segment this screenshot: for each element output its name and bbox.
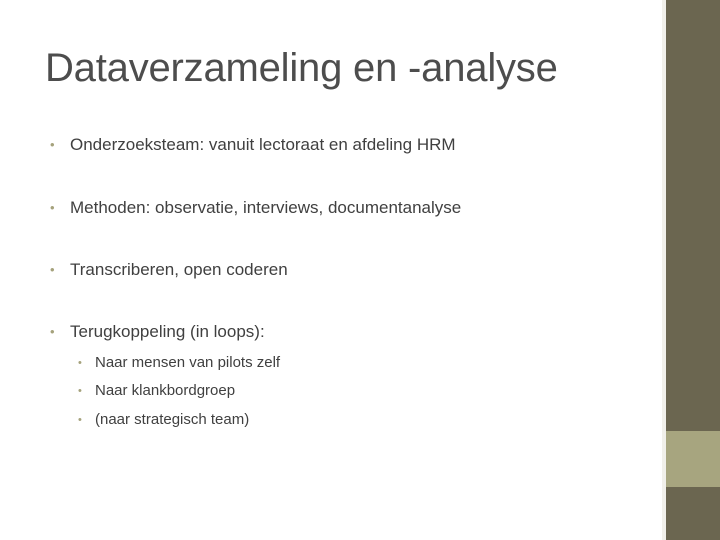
bullet-item (50, 259, 288, 281)
sub-bullet-text: Naar mensen van pilots zelf (95, 354, 281, 371)
bullet-item (50, 321, 265, 343)
bullet-text: Onderzoeksteam: vanuit lectoraat en afdeling HRM (70, 135, 456, 154)
sub-bullet-dot-icon: • (78, 357, 82, 369)
bullet-text: Terugkoppeling (in loops): (70, 322, 265, 341)
sub-bullet-item (78, 381, 235, 401)
bullet-text: Transcriberen, open coderen (70, 260, 288, 279)
bullet-dot-icon: • (50, 262, 55, 277)
sub-bullet-dot-icon: • (78, 414, 82, 426)
sub-bullet-text: Naar klankbordgroep (95, 382, 236, 399)
bullet-item (50, 197, 461, 219)
bullet-dot-icon: • (50, 324, 55, 339)
sub-bullet-text: (naar strategisch team) (95, 411, 250, 428)
sub-bullet-dot-icon: • (78, 385, 82, 397)
sub-bullet-item (78, 410, 249, 430)
bullet-text: Methoden: observatie, interviews, documentanalyse (70, 198, 462, 217)
bullet-item (50, 134, 456, 156)
slide-title: Dataverzameling en -analyse (45, 46, 558, 90)
sub-bullet-item (78, 353, 280, 373)
bullet-dot-icon: • (50, 200, 55, 215)
side-accent-block (666, 431, 720, 487)
bullet-dot-icon: • (50, 137, 55, 152)
